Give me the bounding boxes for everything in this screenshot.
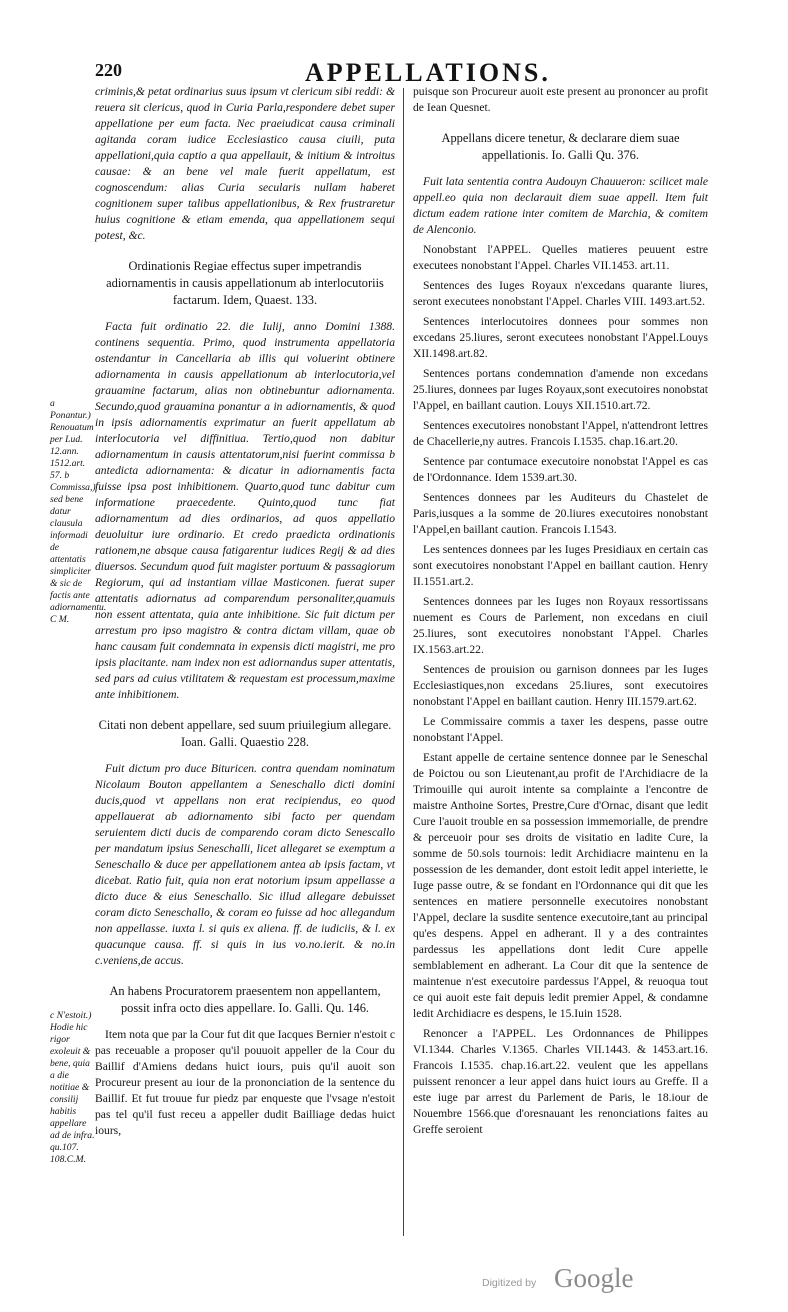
right-paragraph-4: Sentences des Iuges Royaux n'excedans quarante liures, seront executees nonobstant l'Appel. Charles VIII. 1493.art.52. [413,279,708,308]
right-paragraph-1: puisque son Procureur auoit este present au prononcer au profit de Iean Quesnet. [413,85,708,114]
right-paragraph-3: Nonobstant l'APPEL. Quelles matieres peuuent estre executees nonobstant l'Appel. Charles VII.1453. art.11. [413,243,708,272]
right-paragraph-9: Sentences donnees par les Auditeurs du Chastelet de Paris,iusques a la somme de 20.liures executoires nonobstant l'Appel,en baillant caution. Francois I.1543. [413,491,708,536]
section-heading-ordinationis: Ordinationis Regiae effectus super impetrandis adiornamentis in causis appellationum ab interlocutoriis factarum. Idem, Quaest. 133. [106,259,384,307]
digitized-by-text: Digitized by [482,1277,537,1289]
left-paragraph-2: Facta fuit ordinatio 22. die Iulij, anno Domini 1388. continens sequentia. Primo, quod instrumenta appellatoria ostendantur in Cancellaria ab illis qui voluerint obtinere adiornamenta in causis appellationum ab interlocutoria,vel grauamine factarum, alias non obtinebuntur adiornamenta. Secundo,quod grauamina ponantur a in adiornamentis, & quod in ipsis adiornamentis exprimatur an fuerit appellatum ab interlocutoria vel diffinitiua. Tertio,quod non dabitur adiornamentum in causis attentatorum,nisi fuerint commissa b antedicta adiornamenta: & dicatur in adiornamentis facta fuisse ipsa post inhibitionem. Quarto,quod tunc dabitur cum informatione praecedente. Quinto,quod tunc fiat adiornamentum ad dies ordinarios, ad quos appellatio deuoluitur iure ordinario. Et credo praedicta ordinationis rationem,ne absque causa fatigarentur iudices Regij & ad dies diuersos. Secundum quod fuit magister portuum & passagiorum Regiorum, qui ad instantiam villae Masticonen. fuerat super attentatis adiornatus ad comparendum personaliter,quamuis non essent attentata, quia ante inhibitione. Sic fuit dictum per arrestum pro ipso magistro & contra dictam villam, quae ob hanc causam fuit condemnata in expensis dicti magistri, me pro ipsis placitante. nam index non est adiornandus super attentatis, sed pars ad cuius vtilitatem & requestam est processum,maxime ante inhibitionem. [95,320,395,701]
right-paragraph-2: Fuit lata sententia contra Audouyn Chauueron: scilicet male appell.eo quia non declarauit diem suae appell. Item fuit dictum eadem ratione inter comitem de Marchia, & comitem de Alenconio. [413,175,708,236]
right-paragraph-11: Sentences donnees par les Iuges non Royaux ressortissans nuement es Cours de Parlement, non excedans en ciuil 25.liures, sont executoires nonobstant l'Appel. Charles IX.1563.art.22. [413,595,708,656]
left-paragraph-4: Item nota que par la Cour fut dit que Iacques Bernier n'estoit c pas receuable a proposer qu'il pouuoit appeller de la Cour du Baillif d'Amiens dedans huict iours, puis qu'il auoit son Procureur present au iour de la prononciation de la sentence du Baillif. Et fut trouue fur piedz par enqueste que l'vsage n'estoit pas tel qu'il fust receu a appeller dudit Bailliage dedas huict iours, [95,1028,395,1137]
digitization-watermark [482,1263,702,1295]
section-heading-procuratorem: An habens Procuratorem praesentem non appellantem, possit infra octo dies appellare. Io. Galli. Qu. 146. [109,984,381,1015]
right-column [413,84,708,1142]
left-paragraph-3: Fuit dictum pro duce Bituricen. contra quendam nominatum Nicolaum Bouton appellantem a Seneschallo dicti domini ducis,quod vt appellans non erat recipiendus, eo quod appellauerat ab adiornamento sibi facto per quendam seruientem dicti ducis de comparendo coram dicto Senescallo per mandatum ipsius Seneschalli, licet allegaret se exemptum a Seneschallo & duce per appellationem antea ab ipsis factam, vt dicebat. Ratio fuit, quia non erat notorium ipsum appellasse a dicto duce & eius Seneschallo. Sic illud allegare debuisset coram dicto Seneschallo, & coram eo fuisse ad hoc allegandum non appellasse. iuxta l. si quis ex aliena. ff. de iudiciis, & l. ex quacunque causa. ff. si quis in ius vo.no.ierit. & no.in c.veniens,de accus. [95,762,395,967]
section-heading-appellans: Appellans dicere tenetur, & declarare diem suae appellationis. Io. Galli Qu. 376. [441,131,680,162]
margin-note-a-b: a Ponantur.) Renouatum per Lud. 12.ann. 1512.art. 57. b Commissa,) sed bene datur clausula informadi de attentatis simpliciter & sic de factis ante adiornamentu. C M. [50,398,107,625]
right-paragraph-5: Sentences interlocutoires donnees pour sommes non excedans 25.liures, seront executees nonobstant l'Appel.Louys XII.1498.art.82. [413,315,708,360]
right-paragraph-10: Les sentences donnees par les Iuges Presidiaux en certain cas sont executoires nonobstant l'Appel en baillant caution. Henry II.1551.art.2. [413,543,708,588]
right-paragraph-6: Sentences portans condemnation d'amende non excedans 25.liures, donnees par Iuges Royaux,sont executoires nonobstat l'Appel, en baillant caution. Louys XII.1510.art.72. [413,367,708,412]
right-paragraph-15: Renoncer a l'APPEL. Les Ordonnances de Philippes VI.1344. Charles V.1365. Charles VII.1443. & 1453.art.16. Francois I.1535. chap.16.art.22. veulent que les appellans puissent renoncer a leur appel dans huict iours au Greffe. Il a este iuge par arrest du Parlement de Paris, le 18.iour de Nouembre 1566.que d'oresnauant les renonciations faites au Greffe seroient [413,1027,708,1136]
page-number: 220 [95,60,122,80]
running-head: APPELLATIONS. [305,58,551,87]
section-heading-citati: Citati non debent appellare, sed suum priuilegium allegare. Ioan. Galli. Quaestio 228. [98,718,392,749]
page-header [95,58,705,87]
right-paragraph-13: Le Commissaire commis a taxer les despens, passe outre nonobstant l'Appel. [413,715,708,744]
left-paragraph-1: criminis,& petat ordinarius suus ipsum vt clericum sibi reddi: & reuera sit clericus, quod in Curia Parla,respondere debet super appellatione per eum facta. Nec praeiudicat causa criminali agitanda coram iudice Ecclesiastico causa ciuili, puta appellationi,quia captio a qua appellauit, & initium & introitus causae: & an bene vel male fuerit appellatum, est cognoscendum: alias Curia secularis nullam haberet cognitionem super talibus appellationibus, & Rex frustraretur huius cognitione & etiam emenda, qua appellationem sequi potest, &c. [95,85,395,242]
margin-note-c: c N'estoit.) Hodie hic rigor exoleuit & bene, quia a die notitiae & consilij habitis appellare ad de infra. qu.107. 108.C.M. [50,1010,95,1165]
google-logo-text: Google [554,1263,634,1293]
right-paragraph-7: Sentences executoires nonobstant l'Appel, n'attendront lettres de Chacellerie,ny autres. Francois I.1535. chap.16.art.20. [413,419,708,448]
column-divider [403,88,404,1236]
left-column [95,84,395,1143]
right-paragraph-14: Estant appelle de certaine sentence donnee par le Seneschal de Poictou ou son Lieutenant,au profit de l'Archidiacre de la Trimouille qui auroit intente sa complainte a l'encontre de maistre Anthoine Sortes, Prestre,Cure d'Ornac, disant que ledit Cure l'auoit trouble en sa possession immemorialle, de prendre & perceuoir pour ses droits de visitatio en ladite Cure, la somme de 50.sols tournois: ledit Archidiacre maintenu en la possession de les demander, dont estoit ledit appel interiette, le Iuge passe outre, & se fondant en l'Ordonnance qui dit que les sentences en matiere personnelle executoires nonobstant l'Appel, declare la susdite sentence executoire,tant au principal qu'es despens. Appel en adherant. Il y a des contraintes pardessus les appellations dont ledit Cure appelle semblablement en adherant. La Cour dit que la sentence de maintenue n'est executoire pardessus l'Appel, & reuoqua tout ce qui auoit este fait depuis ledit premier Appel, & condamne ledit Archidiacre es despens, le 15.Iuin 1528. [413,751,708,1020]
right-paragraph-12: Sentences de prouision ou garnison donnees par les Iuges Ecclesiastiques,non excedans 25.liures, sont executoires nonobstant l'Appel en baillant caution. Henry III.1579.art.62. [413,663,708,708]
right-paragraph-8: Sentence par contumace executoire nonobstat l'Appel es cas de l'Ordonnance. Idem 1539.art.30. [413,455,708,484]
